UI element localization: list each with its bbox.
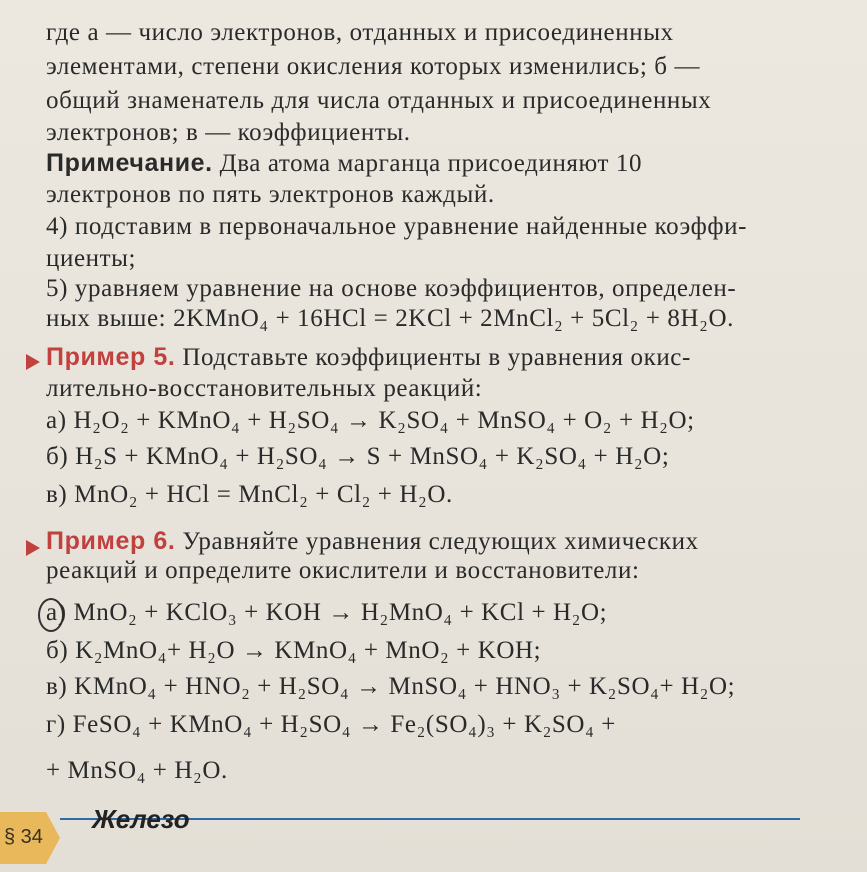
example5-line [46,342,691,373]
example-marker-icon [26,354,40,370]
equation-5b: б) H₂S + KMnO₄ + H₂SO₄ → S + MnSO₄ + K₂SO₄ + H₂O; [46,443,670,470]
section-number: § 34 [4,826,43,848]
text-line-4: электронов; в — коэффициенты. [46,119,411,146]
example6-label: Пример 6. [46,527,176,555]
equation-6b: б) K₂MnO₄+ H₂O → KMnO₄ + MnO₂ + KOH; [46,637,542,664]
text-line-6: электронов по пять электронов каждый. [46,181,495,208]
equation-balanced: ных выше: 2KMnO₄ + 16HCl = 2KCl + 2MnCl₂ + 5Cl₂ + 8H₂O. [46,305,734,332]
text-line-13: лительно-восстановительных реакций: [46,375,483,402]
example5-text: Подставьте коэффициенты в уравнения окис- [175,344,691,371]
section-badge-tip [46,812,60,864]
text-line-3: общий знаменатель для числа отданных и присоединенных [46,87,712,114]
equation-6a: а) MnO₂ + KClO₃ + KOH → H₂MnO₄ + KCl + H₂O; [46,599,608,626]
note-text: Два атома марганца присоединяют 10 [212,150,643,177]
text-line-1: где а — число электронов, отданных и присоединенных [46,19,674,46]
text-line-7: 4) подставим в первоначальное уравнение найденные коэффи- [46,213,748,240]
equation-6g: г) FeSO₄ + KMnO₄ + H₂SO₄ → Fe₂(SO₄)₃ + K₂SO₄ + [46,711,616,738]
example5-label: Пример 5. [46,343,176,371]
example6-text: Уравняйте уравнения следующих химических [175,528,699,555]
equation-5a: а) H₂O₂ + KMnO₄ + H₂SO₄ → K₂SO₄ + MnSO₄ + O₂ + H₂O; [46,407,695,434]
note-line [46,148,642,179]
example-marker-icon [26,540,40,556]
text-line-19: реакций и определите окислители и восстановители: [46,557,640,584]
note-label: Примечание. [46,149,213,177]
example6-line [46,526,699,557]
equation-5v: в) MnO₂ + HCl = MnCl₂ + Cl₂ + H₂O. [46,481,453,508]
text-line-9: 5) уравняем уравнение на основе коэффициентов, определен- [46,275,737,302]
text-line-2: элементами, степени окисления которых изменились; б — [46,53,701,80]
equation-6g-cont: + MnSO₄ + H₂O. [46,757,228,784]
equation-6v: в) KMnO₄ + HNO₂ + H₂SO₄ → MnSO₄ + HNO₃ + K₂SO₄+ H₂O; [46,673,736,700]
section-heading: Железо [92,804,190,834]
text-line-8: циенты; [46,245,137,272]
